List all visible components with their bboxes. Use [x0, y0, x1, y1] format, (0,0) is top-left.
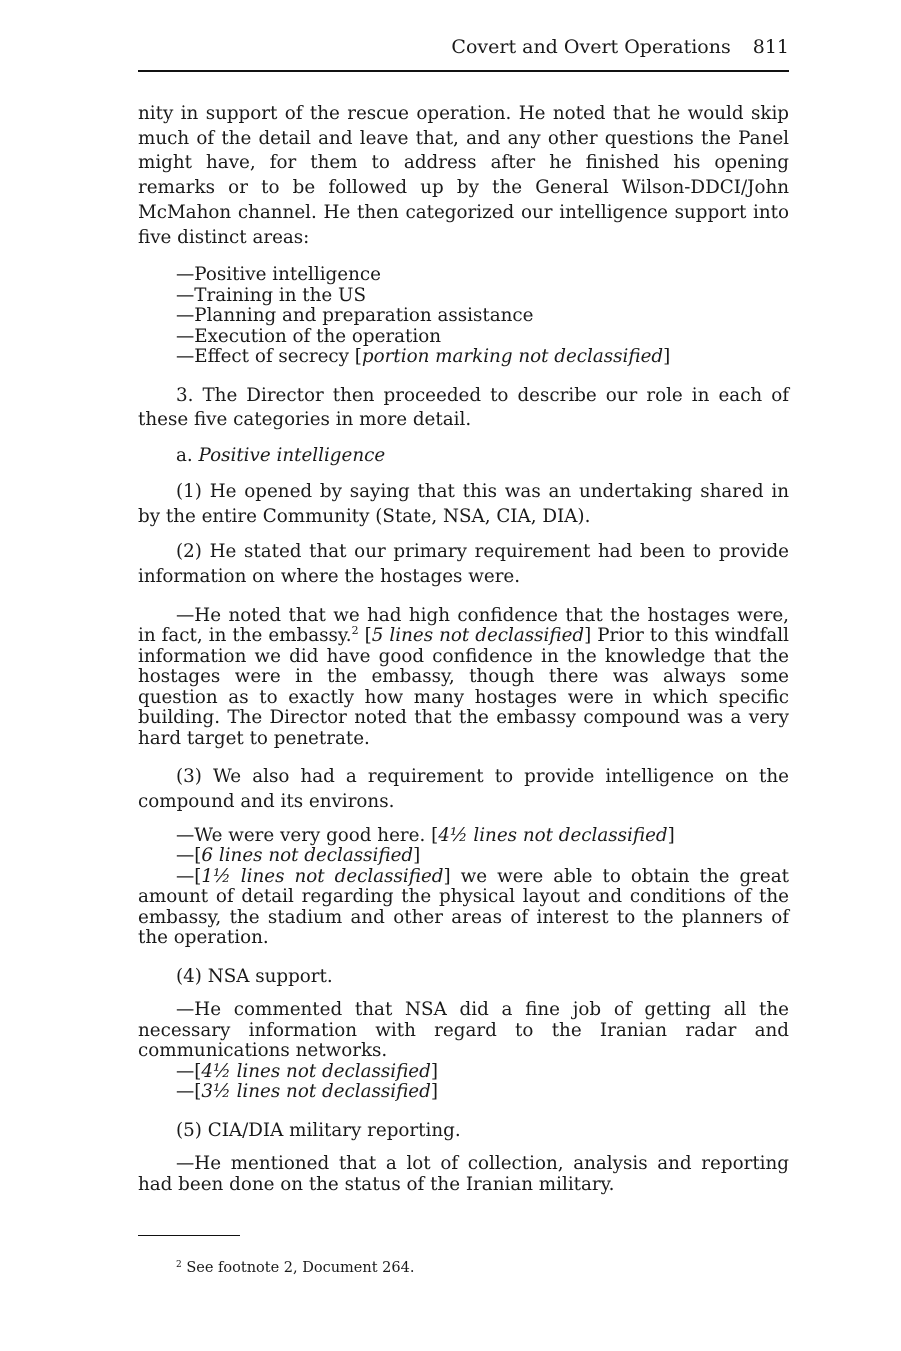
- redaction-note: 1½ lines not declassified: [201, 865, 444, 887]
- running-header: [138, 36, 789, 72]
- compound-line-3: [138, 867, 789, 949]
- footnote-ref[interactable]: 2: [351, 624, 359, 638]
- footnote-mark: 2: [176, 1260, 182, 1271]
- line-text: —[: [176, 1060, 202, 1082]
- paragraph-2: (2) He stated that our primary requirement had been to provide information on where the hostages were.: [138, 541, 789, 587]
- list-item: —Training in the US: [176, 284, 366, 306]
- list-item: [138, 347, 789, 368]
- redaction-note: portion marking not declassified: [361, 346, 664, 368]
- redaction-note: 4½ lines not declassified: [201, 1060, 431, 1082]
- compound-line-1: —We were very good here. [4½ lines not declassified]: [176, 824, 675, 846]
- document-page: [138, 36, 789, 1281]
- line-text-cont: ] we were able to obtain the great amount of detail regarding the physical layout and conditions of the embassy, the stadium and other areas of interest to the planners of the operation.: [138, 865, 789, 949]
- compound-line-2: —[6 lines not declassified]: [176, 845, 421, 867]
- footnote-divider: [138, 1235, 240, 1236]
- list-item: —Planning and preparation assistance: [176, 305, 534, 327]
- redaction-note: 4½ lines not declassified: [438, 824, 668, 846]
- list-item-text: —Effect of secrecy [: [176, 346, 362, 368]
- list-item: —Execution of the operation: [176, 325, 442, 347]
- intro-paragraph: nity in support of the rescue operation. He noted that he would skip much of the detail and leave that, and any other questions the Panel might have, for them to address after he finished his opening remarks or to be followed up by the General Wilson-DDCI/John McMahon channel. He then categorized our intelligence support into five distinct areas:: [138, 103, 789, 248]
- nsa-line-1: —He commented that NSA did a fine job of getting all the necessary information with regard to the Iranian radar and communications networks.: [138, 999, 789, 1062]
- bracket-open: [: [358, 625, 372, 647]
- military-block: [138, 1154, 789, 1195]
- support-areas-list: [138, 265, 789, 368]
- nsa-line-3: —[3½ lines not declassified]: [176, 1081, 438, 1103]
- paragraph-3: 3. The Director then proceeded to describe our role in each of these five categories in more detail.: [138, 384, 789, 431]
- page-number: 811: [752, 36, 789, 58]
- paragraph-1: (1) He opened by saying that this was an undertaking shared in by the entire Community (State, NSA, CIA, DIA).: [138, 480, 789, 527]
- line-text: —We were very good here. [: [176, 824, 439, 846]
- subsection-label: a.: [176, 445, 199, 467]
- paragraph-5: (5) CIA/DIA military reporting.: [176, 1119, 461, 1141]
- subsection-title: Positive intelligence: [198, 445, 386, 467]
- hostages-text: —He noted that we had high confidence that the hostages were, in fact, in the embassy.: [138, 604, 789, 647]
- redaction-note: 3½ lines not declassified: [201, 1081, 431, 1103]
- nsa-block: [138, 1000, 789, 1103]
- hostages-text-cont: ] Prior to this windfall information we did have good confidence in the knowledge that the hostages were in the embassy, though there was always some question as to exactly how many hostages were in which specific building. The Director noted that the embassy compound was a very hard target to penetrate.: [138, 625, 789, 749]
- hostages-block: [138, 606, 789, 750]
- line-text: —[: [176, 1081, 202, 1103]
- footnote-text: See footnote 2, Document 264.: [181, 1260, 415, 1277]
- line-text: —[: [176, 865, 202, 887]
- header-title: Covert and Overt Operations: [451, 36, 731, 58]
- list-item: —Positive intelligence: [176, 264, 381, 286]
- paragraph-4: (4) NSA support.: [176, 965, 333, 987]
- military-line: —He mentioned that a lot of collection, analysis and reporting had been done on the status of the Iranian military.: [138, 1153, 789, 1195]
- subsection-a-heading: [138, 444, 789, 469]
- compound-block: [138, 826, 789, 949]
- line-text: —[: [176, 845, 202, 867]
- redaction-note: 5 lines not declassified: [371, 625, 585, 647]
- document-body: [138, 102, 789, 1281]
- paragraph-3-compound: (3) We also had a requirement to provide intelligence on the compound and its environs.: [138, 766, 789, 812]
- redaction-note: 6 lines not declassified: [201, 845, 414, 867]
- hostages-paragraph: [138, 606, 789, 750]
- bracket-close: ]: [663, 346, 671, 368]
- footnote: [138, 1256, 789, 1281]
- nsa-line-2: —[4½ lines not declassified]: [176, 1060, 438, 1082]
